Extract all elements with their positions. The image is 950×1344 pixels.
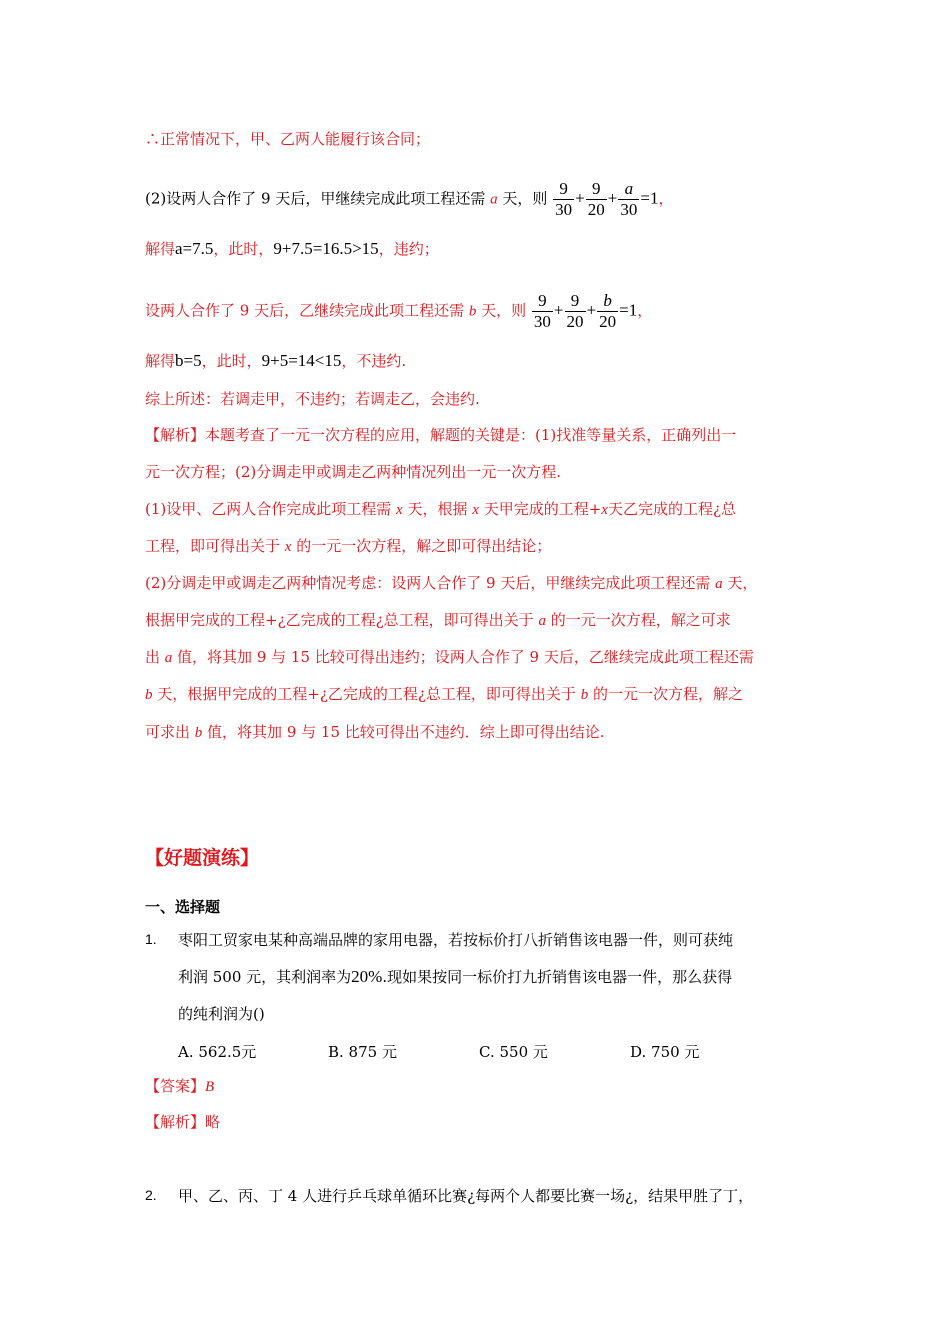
b-calc: 9+5=14<15 [261, 351, 342, 370]
variable-b: b [468, 303, 477, 320]
solution-part2-equation-b [145, 291, 652, 332]
question-1-line-1: 枣阳工贸家电某种高端品牌的家用电器，若按标价打八折销售该电器一件，则可获纯 [178, 931, 734, 949]
section-title: 【好题演练】 [145, 847, 260, 869]
a-value: a=7.5 [175, 239, 214, 258]
at-this-time: ，此时， [201, 352, 262, 370]
text: 的一元一次方程，解之可求 [545, 611, 731, 629]
question-1-analysis [145, 1112, 220, 1132]
solve-label: 解得 [145, 352, 176, 370]
var-x: x [396, 502, 403, 518]
frac-den: 20 [599, 312, 617, 331]
text: 的一元一次方程，解之 [588, 685, 743, 703]
plus-sign: + [607, 188, 618, 208]
text: 出 [145, 648, 165, 666]
var-x: x [472, 502, 479, 518]
part2-mid: 天，则 [497, 189, 548, 208]
text: 的一元一次方程，解之即可得出结论； [291, 537, 552, 555]
var-a: a [715, 576, 723, 592]
frac-num: 9 [586, 179, 607, 200]
option-d[interactable]: D. 750 元 [630, 1043, 700, 1061]
equals-one: =1 [640, 188, 659, 208]
solution-b-result [145, 351, 406, 371]
equals-one: =1 [619, 300, 638, 320]
question-1-number: 1. [145, 931, 157, 947]
text: 工程，即可得出关于 [145, 537, 285, 555]
text: 利润 500 元，其利润率为 [178, 968, 352, 986]
option-b[interactable]: B. 875 元 [328, 1043, 397, 1061]
var-x: x [601, 502, 608, 518]
option-c[interactable]: C. 550 元 [479, 1043, 548, 1061]
question-1-line-2 [178, 967, 732, 987]
no-breach-text: ，不违约. [341, 352, 407, 370]
comma: ， [637, 301, 653, 320]
var-a: a [164, 650, 173, 666]
frac-num: b [597, 291, 618, 312]
fraction-a-30 [618, 179, 639, 220]
fraction-b-20 [597, 291, 618, 332]
text: 天乙完成的工程¿总 [607, 500, 736, 518]
var-b: b [194, 725, 203, 741]
frac-num: 9 [565, 291, 586, 312]
analysis-line-6 [145, 610, 731, 631]
text: 天，根据 [402, 500, 473, 518]
analysis-line-4 [145, 536, 551, 557]
text: 天，根据甲完成的工程+¿乙完成的工程¿总工程，即可得出关于 [152, 685, 581, 703]
text: 值，将其加 9 与 15 比较可得出违约；设两人合作了 9 天后，乙继续完成此项工程还需 [172, 648, 754, 666]
frac-den: 30 [555, 200, 573, 219]
frac-den: 20 [587, 200, 605, 219]
text: (2)分调走甲或调走乙两种情况考虑：设两人合作了 9 天后，甲继续完成此项工程还需 [145, 574, 716, 592]
answer-value: B [205, 1079, 215, 1095]
fraction-9-30 [553, 179, 574, 220]
profit-rate: 20% [351, 967, 383, 986]
analysis-line-2: 元一次方程；(2)分调走甲或调走乙两种情况列出一元一次方程. [145, 463, 562, 481]
var-b: b [580, 687, 589, 703]
therefore-text: ∴正常情况下，甲、乙两人能履行该合同； [145, 130, 431, 148]
frac-num: 9 [532, 291, 553, 312]
text: .现如果按同一标价打九折销售该电器一件，那么获得 [382, 968, 733, 986]
summary: 综上所述：若调走甲，不违约；若调走乙，会违约. [145, 390, 480, 408]
breach-text: ，违约； [378, 240, 439, 258]
question-2-line-1: 甲、乙、丙、丁 4 人进行乒乓球单循环比赛¿每两个人都要比赛一场¿，结果甲胜了丁， [178, 1187, 754, 1205]
fraction-9-30 [532, 291, 553, 332]
answer-label: 【答案】 [145, 1077, 206, 1095]
analysis-line-5 [145, 573, 757, 594]
var-x: x [284, 539, 292, 555]
text: (1)设甲、乙两人合作完成此项工程需 [145, 500, 397, 518]
analysis-line-3 [145, 499, 736, 520]
variable-a: a [490, 191, 498, 208]
solution-a-result [145, 239, 439, 259]
frac-den: 30 [533, 312, 551, 331]
analysis-line-8 [145, 684, 743, 705]
plus-sign: + [575, 188, 585, 208]
a-calc: 9+7.5=16.5>15 [273, 239, 379, 258]
analysis-line-7 [145, 647, 754, 668]
at-this-time: ，此时， [213, 240, 274, 258]
text: 天甲完成的工程+ [478, 500, 602, 518]
var-a: a [538, 613, 546, 629]
subsection-title: 一、选择题 [145, 898, 221, 916]
analysis-value: 略 [205, 1113, 221, 1131]
text: 天， [722, 574, 758, 592]
frac-num: 9 [553, 179, 574, 200]
frac-den: 20 [566, 312, 584, 331]
comma: ， [658, 189, 674, 208]
fraction-9-20 [586, 179, 607, 220]
plus-sign: + [553, 300, 564, 320]
plus-sign: + [586, 300, 597, 320]
solve-label: 解得 [145, 240, 176, 258]
analysis-line-9 [145, 722, 605, 743]
text: 可求出 [145, 723, 195, 741]
solution-line-1 [145, 129, 430, 149]
frac-den: 30 [620, 200, 638, 219]
fraction-9-20 [565, 291, 586, 332]
analysis-line-1: 【解析】本题考查了一元一次方程的应用，解题的关键是：(1)找准等量关系，正确列出一 [145, 426, 737, 444]
part2-prefix: (2)设两人合作了 9 天后，甲继续完成此项工程还需 [145, 189, 491, 208]
var-b: b [145, 687, 153, 703]
question-2-number: 2. [145, 1187, 157, 1203]
answer-line [145, 1076, 214, 1097]
text: 根据甲完成的工程+¿乙完成的工程¿总工程，即可得出关于 [145, 611, 539, 629]
part3-mid: 天，则 [476, 301, 527, 320]
b-value: b=5 [175, 351, 202, 370]
text: 值，将其加 9 与 15 比较可得出不违约．综上即可得出结论. [202, 723, 605, 741]
option-a[interactable]: A. 562.5元 [178, 1043, 257, 1061]
frac-num: a [618, 179, 639, 200]
part3-prefix: 设两人合作了 9 天后，乙继续完成此项工程还需 [145, 301, 469, 320]
question-1-line-3: 的纯利润为() [178, 1005, 265, 1023]
analysis-label: 【解析】 [145, 1113, 206, 1131]
solution-part2-equation-a [145, 179, 673, 220]
